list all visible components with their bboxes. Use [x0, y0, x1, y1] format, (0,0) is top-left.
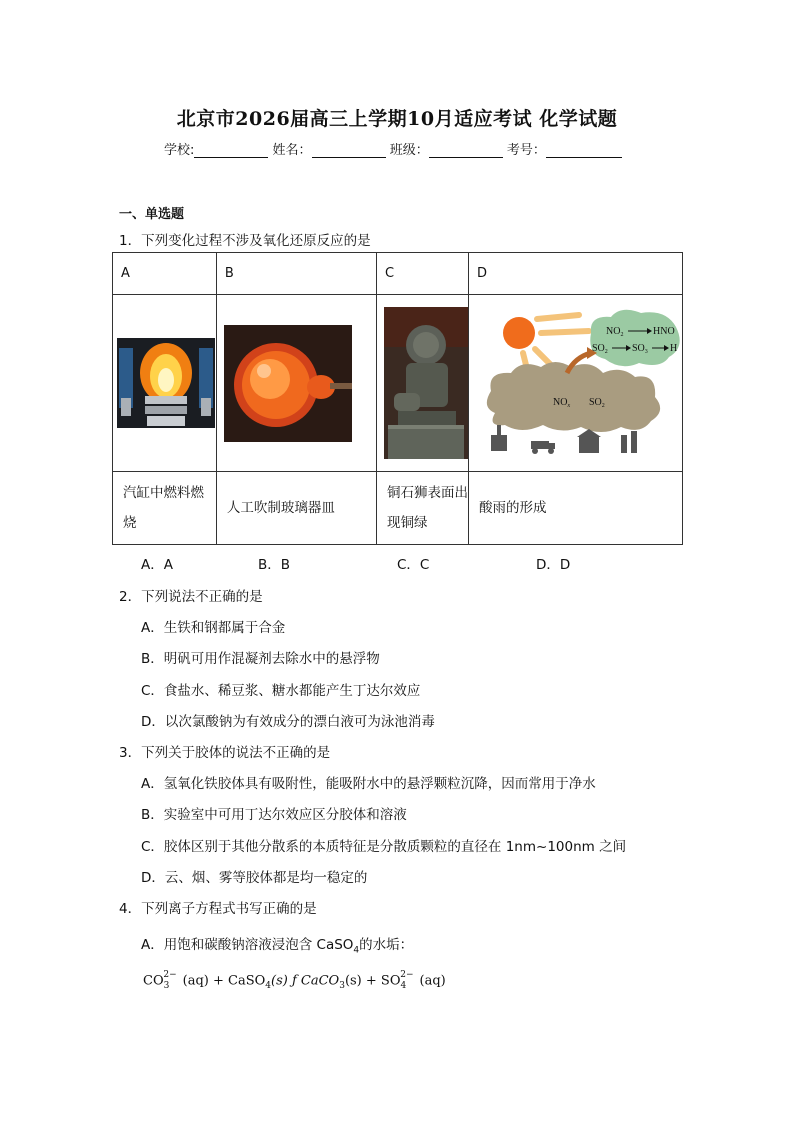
cell-image-b — [216, 295, 376, 472]
so2-top-label: SO — [592, 343, 605, 354]
q4-option-a[interactable]: A．用饱和碳酸钠溶液浸泡含 CaSO$_4$的水垢： — [141, 937, 414, 956]
glass-blowing-image — [224, 325, 352, 442]
school-label: 学校: — [164, 143, 195, 158]
table-header-d: D — [469, 253, 683, 295]
q3-option-b[interactable]: B．实验室中可用丁达尔效应区分胶体和溶液 — [141, 807, 407, 823]
nox-label: NO — [553, 397, 568, 408]
number-blank[interactable] — [546, 143, 622, 158]
class-blank[interactable] — [429, 143, 503, 158]
q3-option-d[interactable]: D．云、烟、雾等胶体都是均一稳定的 — [141, 870, 368, 886]
cell-image-c — [376, 295, 468, 472]
page-title: 北京市2026届高三上学期10月适应考试 化学试题 — [176, 108, 618, 130]
q1-choice-c[interactable]: C．C — [397, 557, 430, 573]
svg-text:SO2: $SO_2$ — [592, 343, 608, 355]
eq-part1: (aq) + CaSO — [182, 973, 266, 989]
caption-d: 酸雨的形成 — [469, 472, 683, 545]
eq-part4: (aq) — [419, 973, 446, 989]
q4-option-a-tail: 的水垢： — [359, 937, 414, 953]
q1-choice-d[interactable]: D．D — [536, 557, 571, 573]
question-1-table — [112, 252, 683, 545]
q3-option-a[interactable]: A．氢氧化铁胶体具有吸附性，能吸附水中的悬浮颗粒沉降，因而常用于净水 — [141, 776, 596, 792]
table-header-b: B — [216, 253, 376, 295]
eq-part2: (s) ƒ CaCO — [271, 973, 340, 989]
q4-option-a-text: A．用饱和碳酸钠溶液浸泡含 CaSO — [141, 937, 354, 953]
class-label: 班级： — [389, 143, 429, 158]
svg-text:SO2: $SO_2$ — [589, 397, 605, 409]
q2-option-d[interactable]: D．以次氯酸钠为有效成分的漂白液可为泳池消毒 — [141, 714, 435, 730]
question-3-stem: 3．下列关于胶体的说法不正确的是 — [119, 745, 331, 761]
question-2-stem: 2．下列说法不正确的是 — [119, 589, 263, 605]
h2-label: H — [670, 343, 678, 354]
svg-text:NOx: $NO_x$ — [553, 397, 571, 409]
name-blank[interactable] — [312, 143, 386, 158]
q1-choice-b[interactable]: B．B — [258, 557, 291, 573]
cell-image-d — [469, 295, 683, 472]
cell-image-a — [113, 295, 217, 472]
table-header-c: C — [376, 253, 468, 295]
caption-b: 人工吹制玻璃器皿 — [216, 472, 376, 545]
engine-combustion-image — [117, 338, 215, 428]
so3-label: SO — [632, 343, 645, 354]
number-label: 考号： — [506, 143, 546, 158]
acid-rain-diagram — [471, 307, 682, 459]
table-header-a: A — [113, 253, 217, 295]
no2-label: NO — [606, 326, 621, 337]
so2-bottom-label: SO — [589, 397, 602, 408]
name-label: 姓名： — [272, 143, 312, 158]
bronze-lion-image — [384, 307, 468, 459]
eq-part3: (s) + SO — [344, 973, 401, 989]
caption-a: 汽缸中燃料燃烧 — [113, 472, 217, 545]
q2-option-b[interactable]: B．明矾可用作混凝剂去除水中的悬浮物 — [141, 651, 380, 667]
q2-option-a[interactable]: A．生铁和钢都属于合金 — [141, 620, 286, 636]
student-info-line — [164, 139, 622, 158]
hno-label: HNO — [653, 326, 675, 337]
q2-option-c[interactable]: C．食盐水、稀豆浆、糖水都能产生丁达尔效应 — [141, 683, 421, 699]
school-blank[interactable] — [194, 143, 268, 158]
q3-option-c[interactable]: C．胶体区别于其他分散系的本质特征是分散质颗粒的直径在 1nm~100nm 之间 — [141, 839, 627, 855]
eq-co: CO — [143, 973, 164, 989]
q1-choice-a[interactable]: A．A — [141, 557, 173, 573]
svg-text:SO3: $SO_3$ — [632, 343, 648, 355]
q4-option-a-equation: $CO_3^{2-}$ (aq) + CaSO$_4$(s) ƒ CaCO$_3$(s) + $SO_4^{2-}$ (aq) — [143, 970, 446, 991]
section-heading: 一、单选题 — [119, 207, 185, 222]
question-4-stem: 4．下列离子方程式书写正确的是 — [119, 901, 317, 917]
caption-c: 铜石狮表面出现铜绿 — [376, 472, 468, 545]
question-1-stem: 1．下列变化过程不涉及氧化还原反应的是 — [119, 233, 371, 249]
svg-text:NO2: $NO_2$ — [606, 326, 624, 338]
